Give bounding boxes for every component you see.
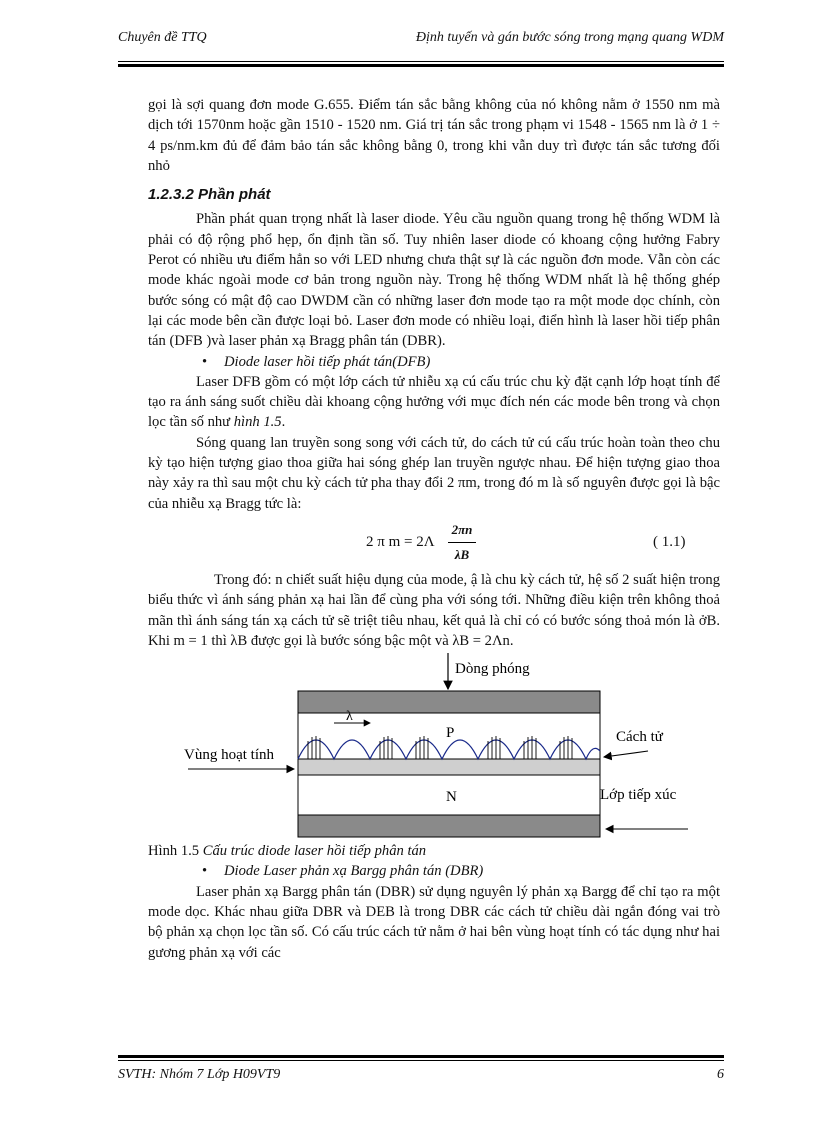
dfb-structure-figure xyxy=(148,651,720,841)
label-n: N xyxy=(446,789,457,806)
equation-number: ( 1.1) xyxy=(653,533,686,550)
page-body xyxy=(148,95,720,963)
equation-fraction xyxy=(448,520,476,566)
bottom-contact-layer xyxy=(298,815,600,837)
grating-arrow xyxy=(604,751,648,757)
where-paragraph: Trong đó: n chiết suất hiệu dụng của mode, ậ là chu kỳ cách tử, hệ số 2 suất hiện trong biểu thức vì ánh sáng phản xạ hai lần để cùng pha với sóng tới. Những điều kiện trên không thoả mãn thì ánh sáng tán xạ cách tử sẽ triệt tiêu nhau, kết quả là chỉ có có bước sóng thoả món là ởB. Khi m = 1 thì λB được gọi là bước sóng bậc một và λB = 2Λn. xyxy=(148,571,720,649)
page-number: 6 xyxy=(717,1067,724,1082)
bullet-dfb xyxy=(148,352,720,372)
equation-lhs: 2 π m = 2Λ xyxy=(366,533,435,550)
dfb-paragraph-1 xyxy=(148,372,720,433)
bullet-dbr-text: Diode Laser phản xạ Bargg phân tán (DBR) xyxy=(224,863,484,880)
header-rule-thick xyxy=(118,64,724,67)
label-grating: Cách tử xyxy=(616,729,663,746)
label-contact: Lớp tiếp xúc xyxy=(600,787,677,804)
page-footer xyxy=(118,1067,724,1083)
dbr-paragraph: Laser phản xạ Bargg phân tán (DBR) sử dụng nguyên lý phản xạ Bargg để chỉ tạo ra một mode dọc. Khác nhau giữa DBR và DEB là trong DBR các cách tử chiều dài ngắn đóng vai trò bộ phản xạ chọn lọc tần số. Có cấu trúc cách tử nằm ở hai bên vùng hoạt tính có tác dụng như hai gương phản xạ với các xyxy=(148,883,720,961)
figure-reference: hình 1.5 xyxy=(233,414,282,431)
dfb-diagram xyxy=(148,651,720,841)
top-contact-layer xyxy=(298,691,600,713)
label-lambda: λ xyxy=(346,709,353,725)
footer-rule-thick xyxy=(118,1055,724,1058)
figure-caption xyxy=(148,841,720,861)
bullet-dbr xyxy=(148,861,720,881)
bullet-dfb-text: Diode laser hồi tiếp phát tán(DFB) xyxy=(224,353,431,370)
caption-text: Cấu trúc diode laser hồi tiếp phân tán xyxy=(202,843,427,860)
label-p: P xyxy=(446,725,455,742)
header-left-text: Chuyên đề TTQ xyxy=(118,30,207,45)
label-injection: Dòng phóng xyxy=(455,661,530,678)
dfb-paragraph-2: Sóng quang lan truyền song song với cách tử, do cách tử cú cấu trúc hoàn toàn theo chu kỳ tạo hiện tượng giao thoa giữa hai sóng ghép lan truyền ngược nhau. Để hiện tượng giao thoa này xảy ra thì sau một chu kỳ cách tử pha thay đổi 2 πm, trong đó m là số nguyên được gọi là bậc của nhiễu xạ Bragg tức là: xyxy=(148,434,720,512)
equation-denominator: λB xyxy=(454,547,470,563)
active-layer xyxy=(298,759,600,775)
dfb-paragraph-1-end: . xyxy=(281,414,286,431)
caption-number: Hình 1.5 xyxy=(148,843,203,860)
intro-paragraph: gọi là sợi quang đơn mode G.655. Điểm tán sắc bằng không của nó không nằm ở 1550 nm mà dịch tới 1570nm hoặc gần 1510 - 1520 nm. Giá trị tán sắc trong phạm vi 1548 - 1565 nm là ở 1 ÷ 4 ps/nm.km đủ để đảm bảo tán sắc không bằng 0, trong khi vẫn duy trì được tán sắc tương đối nhỏ xyxy=(148,97,720,174)
header-rule-thin xyxy=(118,61,724,62)
footer-rule-thin xyxy=(118,1060,724,1061)
footer-left-text: SVTH: Nhóm 7 Lớp H09VT9 xyxy=(118,1067,281,1082)
section-heading: 1.2.3.2 Phần phát xyxy=(148,186,271,204)
equation-1-1 xyxy=(148,516,720,566)
transmitter-paragraph: Phần phát quan trọng nhất là laser diode. Yêu cầu nguồn quang trong hệ thống WDM là phải có độ rộng phổ hẹp, ổn định tần số. Tuy nhiên laser diode có khoang cộng hưởng Fabry Perot có nhiều ưu điểm hẳn so với LED nhưng chưa thật sự là các nguồn đơn mode. Vẫn còn các mode khác ngoài mode cơ bản trong nguồn này. Trong hệ thống WDM nhất là hệ thống ghép bước sóng có mật độ cao DWDM cần có những laser đơn mode tạo ra một mode dọc chính, còn lại các mode bên cần được loại bỏ. Laser đơn mode có nhiều loại, điển hình là laser hồi tiếp phân tán (DFB )và laser phản xạ Bragg phân tán (DBR). xyxy=(148,211,720,350)
bullet-dot-icon: • xyxy=(202,353,208,370)
fraction-bar xyxy=(448,542,476,543)
dfb-paragraph-1-text: Laser DFB gồm có một lớp cách tử nhiễu xạ cú cấu trúc chu kỳ đặt cạnh lớp hoạt tính để tạo ra ánh sáng suốt chiều dài khoang cộng hưởng với mục đích nén các mode bên trong và chọn lọc tần số như xyxy=(148,373,720,431)
equation-numerator: 2πn xyxy=(451,521,473,537)
page-header xyxy=(118,30,724,46)
label-active: Vùng hoạt tính xyxy=(184,747,274,764)
bullet-dot-icon: • xyxy=(202,863,208,880)
header-right-text: Định tuyến và gán bước sóng trong mạng quang WDM xyxy=(415,30,724,45)
